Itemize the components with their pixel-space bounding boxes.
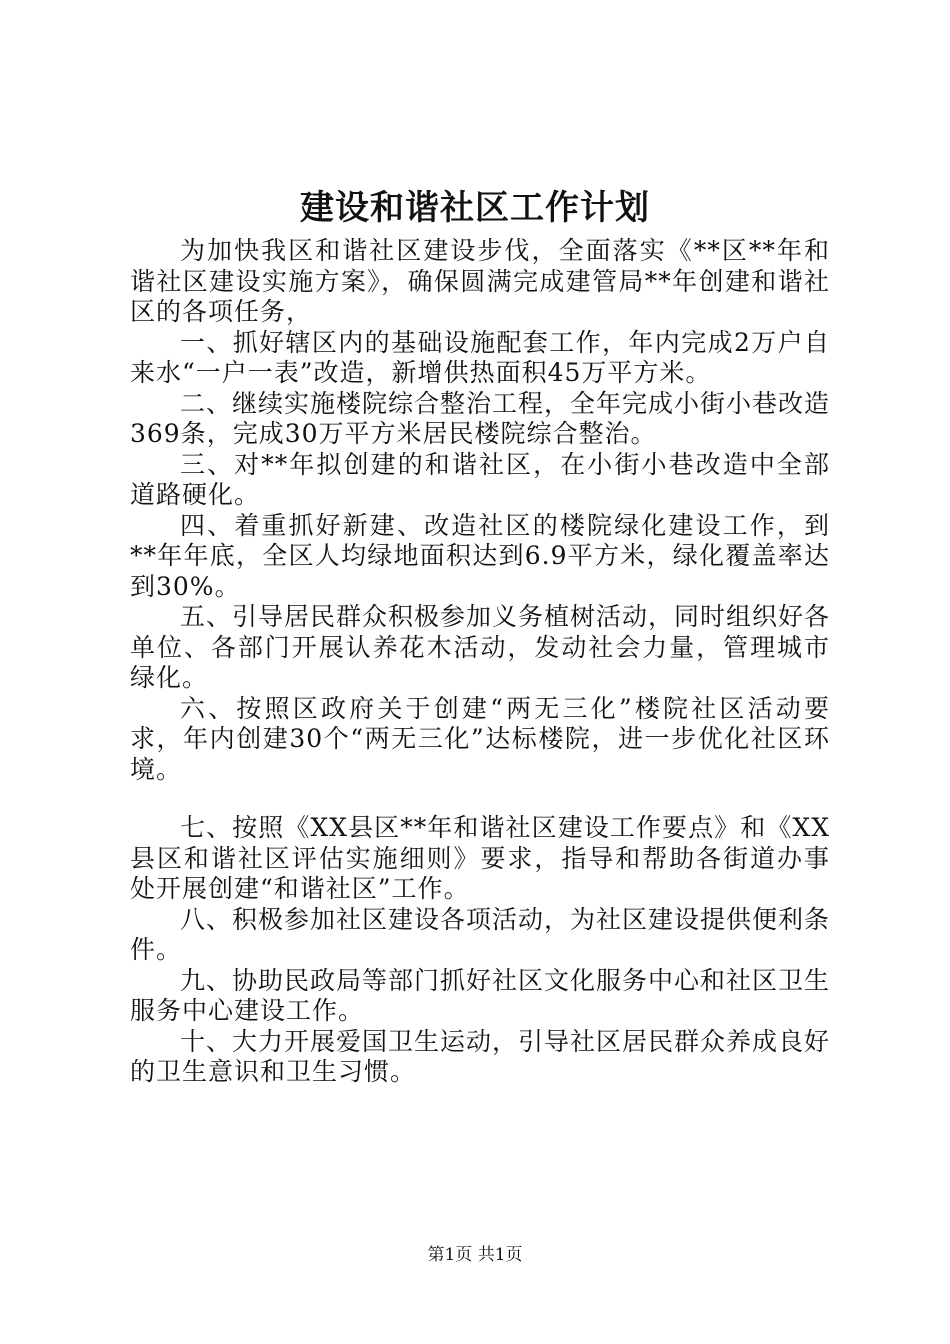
item-5-paragraph: 五、引导居民群众积极参加义务植树活动，同时组织好各单位、各部门开展认养花木活动，发动社会力量，管理城市绿化。 bbox=[130, 602, 831, 692]
item-1-paragraph: 一、抓好辖区内的基础设施配套工作，年内完成2万户自来水“一户一表”改造，新增供热面积45万平方米。 bbox=[130, 327, 830, 387]
item-8-paragraph: 八、积极参加社区建设各项活动，为社区建设提供便利条件。 bbox=[130, 904, 831, 964]
item-9-paragraph: 九、协助民政局等部门抓好社区文化服务中心和社区卫生服务中心建设工作。 bbox=[130, 965, 831, 1025]
page-number-footer: 第1页 共1页 bbox=[427, 1245, 523, 1265]
document-title: 建设和谐社区工作计划 bbox=[300, 188, 650, 228]
item-10-paragraph: 十、大力开展爱国卫生运动，引导社区居民群众养成良好的卫生意识和卫生习惯。 bbox=[130, 1026, 831, 1086]
item-3-paragraph: 三、对**年拟创建的和谐社区，在小街小巷改造中全部道路硬化。 bbox=[130, 449, 830, 509]
intro-paragraph: 为加快我区和谐社区建设步伐，全面落实《**区**年和谐社区建设实施方案》，确保圆满完成建管局**年创建和谐社区的各项任务， bbox=[130, 236, 830, 326]
document-body bbox=[130, 236, 830, 1088]
item-2-paragraph: 二、继续实施楼院综合整治工程，全年完成小街小巷改造369条，完成30万平方米居民楼院综合整治。 bbox=[130, 388, 831, 448]
item-7-paragraph: 七、按照《XX县区**年和谐社区建设工作要点》和《XX县区和谐社区评估实施细则》要求，指导和帮助各街道办事处开展创建“和谐社区”工作。 bbox=[130, 813, 830, 903]
item-6-paragraph: 六、按照区政府关于创建“两无三化”楼院社区活动要求，年内创建30个“两无三化”达标楼院，进一步优化社区环境。 bbox=[130, 693, 830, 784]
item-4-paragraph: 四、着重抓好新建、改造社区的楼院绿化建设工作，到**年年底，全区人均绿地面积达到6.9平方米，绿化覆盖率达到30%。 bbox=[130, 510, 830, 601]
